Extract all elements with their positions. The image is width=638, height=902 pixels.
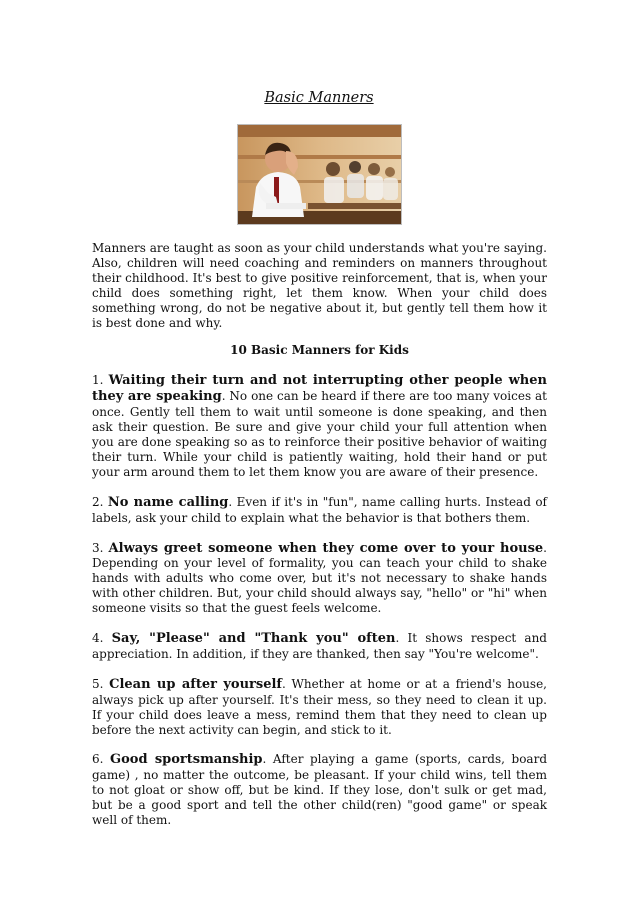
classroom-illustration — [238, 125, 401, 224]
item-lead: Waiting their turn and not interrupting other people when they are speaking — [92, 373, 547, 405]
item-lead: No name calling — [107, 494, 229, 510]
manner-item-5 — [92, 677, 547, 738]
item-text: . After playing a game (sports, cards, board game) , no matter the outcome, be pleasant. If your child wins, tell them to not gloat or show off, but be kind. If they lose, don't sulk or get mad, but be a good sport and tell the other child(ren) "good game" or speak well of them. — [92, 752, 547, 828]
intro-paragraph: Manners are taught as soon as your child understands what you're saying. Also, children will need coaching and reminders on manners throughout their childhood. It's best to give positive reinforcement, that is, when your child does something right, let them know. When your child does something wrong, do not be negative about it, but gently tell them how it is best done and why. — [92, 241, 547, 330]
item-text: . Even if it's in "fun", name calling hurts. Instead of labels, ask your child to explain what the behavior is that bothers them. — [92, 494, 547, 525]
article-body — [92, 241, 547, 843]
item-text: . No one can be heard if there are too many voices at once. Gently tell them to wait until someone is done speaking, and then ask their question. Be sure and give your child your full attention when you are done speaking so as to reinforce their positive behavior of waiting their turn. While your child is patiently waiting, hold their hand or put your arm around them to let them know you are aware of their presence. — [92, 389, 548, 479]
manner-item-6 — [92, 752, 547, 828]
manner-item-3 — [92, 541, 547, 617]
manner-item-4 — [92, 631, 547, 662]
item-number: 3. — [92, 540, 104, 555]
item-lead: Always greet someone when they come over to your house — [108, 540, 544, 556]
item-text: . Depending on your level of formality, you can teach your child to shake hands with adults who come over, but it's not necessary to shake hands with other children. But, your child should always say, "hello" or "hi" when someone visits so that the guest feels welcome. — [92, 540, 547, 616]
section-heading: 10 Basic Manners for Kids — [230, 343, 409, 358]
item-number: 4. — [92, 631, 104, 646]
manner-item-1 — [92, 373, 547, 479]
manner-item-2 — [92, 495, 547, 526]
item-number: 2. — [92, 494, 104, 509]
page-title: Basic Manners — [264, 90, 374, 106]
item-lead: Clean up after yourself — [109, 676, 283, 692]
item-text: . It shows respect and appreciation. In addition, if they are thanked, then say "You're welcome". — [92, 631, 547, 661]
item-number: 6. — [92, 752, 104, 767]
item-number: 1. — [92, 373, 104, 388]
item-number: 5. — [92, 676, 104, 691]
item-lead: Good sportsmanship — [110, 752, 263, 768]
student-photo — [237, 124, 402, 225]
item-lead: Say, "Please" and "Thank you" often — [111, 631, 396, 647]
item-text: . Whether at home or at a friend's house, always pick up after yourself. It's their mess, so they need to clean it up. If your child does leave a mess, remind them that they need to clean up before the next activity can begin, and stick to it. — [92, 676, 547, 737]
